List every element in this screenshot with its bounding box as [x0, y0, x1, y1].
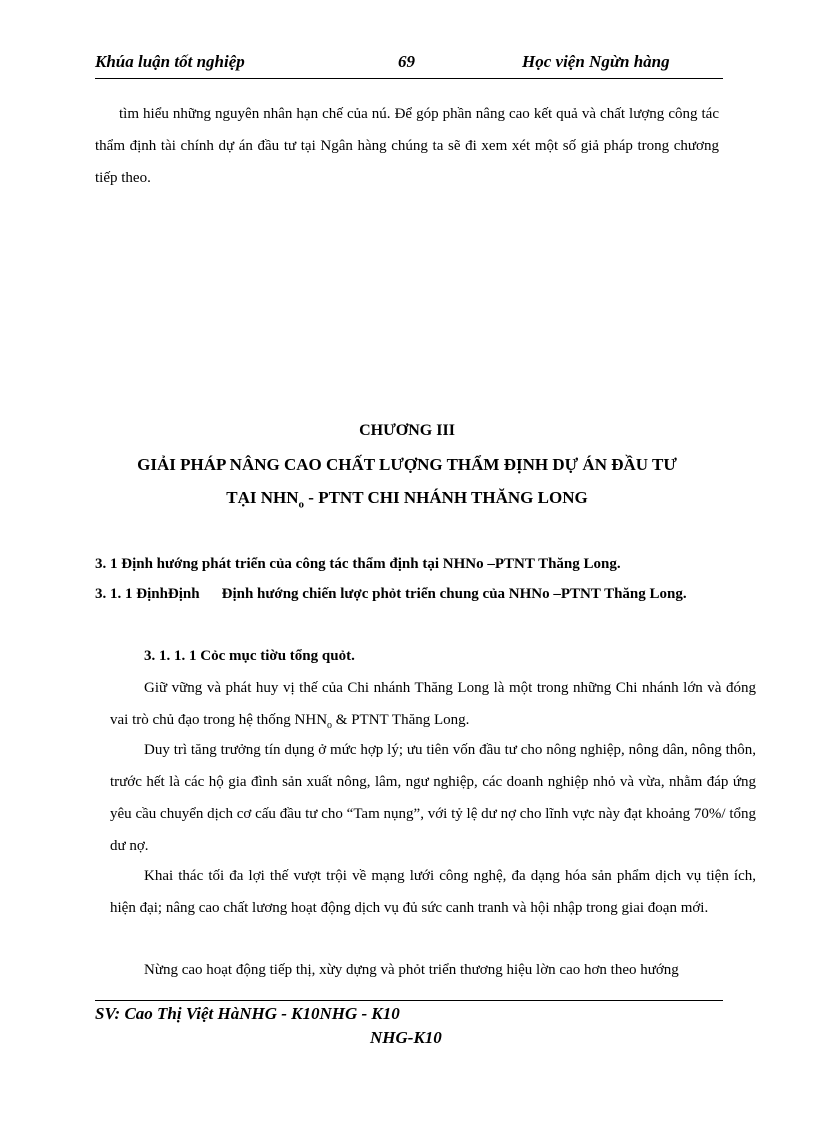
- header-page-number: 69: [398, 52, 415, 71]
- chapter-number: CHƯƠNG III: [359, 422, 455, 439]
- paragraph-1: [110, 672, 756, 742]
- paragraph-2: Duy trì tăng trưởng tín dụng ở mức hợp lý; ưu tiên vốn đầu tư cho nông nghiệp, nông dân, nông thôn, trước hết là các hộ gia đình sản xuất nông, lâm, ngư nghiệp, các doanh nghiệp nhỏ và vừa, nhằm đáp ứng yêu cầu chuyển dịch cơ cấu đầu tư cho “Tam nụng”, với tỷ lệ dư nợ cho lĩnh vực này đạt khoảng 70%/ tổng dư nợ.: [110, 742, 756, 854]
- subsection-heading-3-1-1-1: 3. 1. 1. 1 Cỏc mục tiờu tổng quỏt.: [144, 648, 355, 664]
- section-3-1-1-number: 3. 1. 1 ĐịnhĐịnh: [95, 586, 200, 602]
- paragraph-3: Khai thác tối đa lợi thế vượt trội về mạng lưới công nghệ, đa dạng hóa sản phẩm dịch vụ tiện ích, hiện đại; nâng cao chất lương hoạt động dịch vụ đủ sức canh tranh và hội nhập trong giai đoạn mới.: [110, 868, 756, 916]
- section-heading-3-1-1: [95, 578, 731, 610]
- paragraph-4: Nừng cao hoạt động tiếp thị, xừy dựng và phỏt triển thương hiệu lờn cao hơn theo hướng: [144, 962, 679, 978]
- paragraph-1-pre: Giữ vững và phát huy vị thế của Chi nhánh Thăng Long là một trong những Chi nhánh lớn và đóng vai trò chủ đạo trong hệ thống NHN: [110, 680, 756, 728]
- chapter-title-line2: [95, 488, 719, 510]
- paragraph-1-post: & PTNT Thăng Long.: [332, 712, 470, 728]
- chapter-title-line2-sub: o: [298, 498, 305, 511]
- paragraph-1-sub: o: [327, 720, 333, 731]
- header-thesis-label: Khúa luận tốt nghiệp: [95, 52, 245, 71]
- section-3-1-1-title: Định hướng chiến lược phỏt triển chung của NHNo –PTNT Thăng Long.: [221, 586, 687, 602]
- footer-divider: [95, 1000, 723, 1001]
- chapter-title-line2-post: - PTNT CHI NHÁNH THĂNG LONG: [304, 488, 588, 507]
- footer-student-line1: SV: Cao Thị Việt HàNHG - K10NHG - K10: [95, 1004, 400, 1023]
- section-heading-3-1: 3. 1 Định hướng phát triển của công tác thẩm định tại NHNo –PTNT Thăng Long.: [95, 556, 621, 572]
- header-institution: Học viện Ngừn hàng: [522, 52, 670, 71]
- intro-paragraph: tìm hiểu những nguyên nhân hạn chế của nú. Để góp phần nâng cao kết quả và chất lượng công tác thẩm định tài chính dự án đầu tư tại Ngân hàng chúng ta sẽ đi xem xét một số giả pháp trong chương tiếp theo.: [95, 106, 719, 186]
- footer-student-line2: NHG-K10: [370, 1028, 442, 1047]
- chapter-title-line1: GIẢI PHÁP NÂNG CAO CHẤT LƯỢNG THẨM ĐỊNH DỰ ÁN ĐẦU TƯ: [137, 455, 677, 474]
- page-header: [95, 52, 723, 79]
- chapter-title-line2-pre: TẠI NHN: [226, 488, 299, 507]
